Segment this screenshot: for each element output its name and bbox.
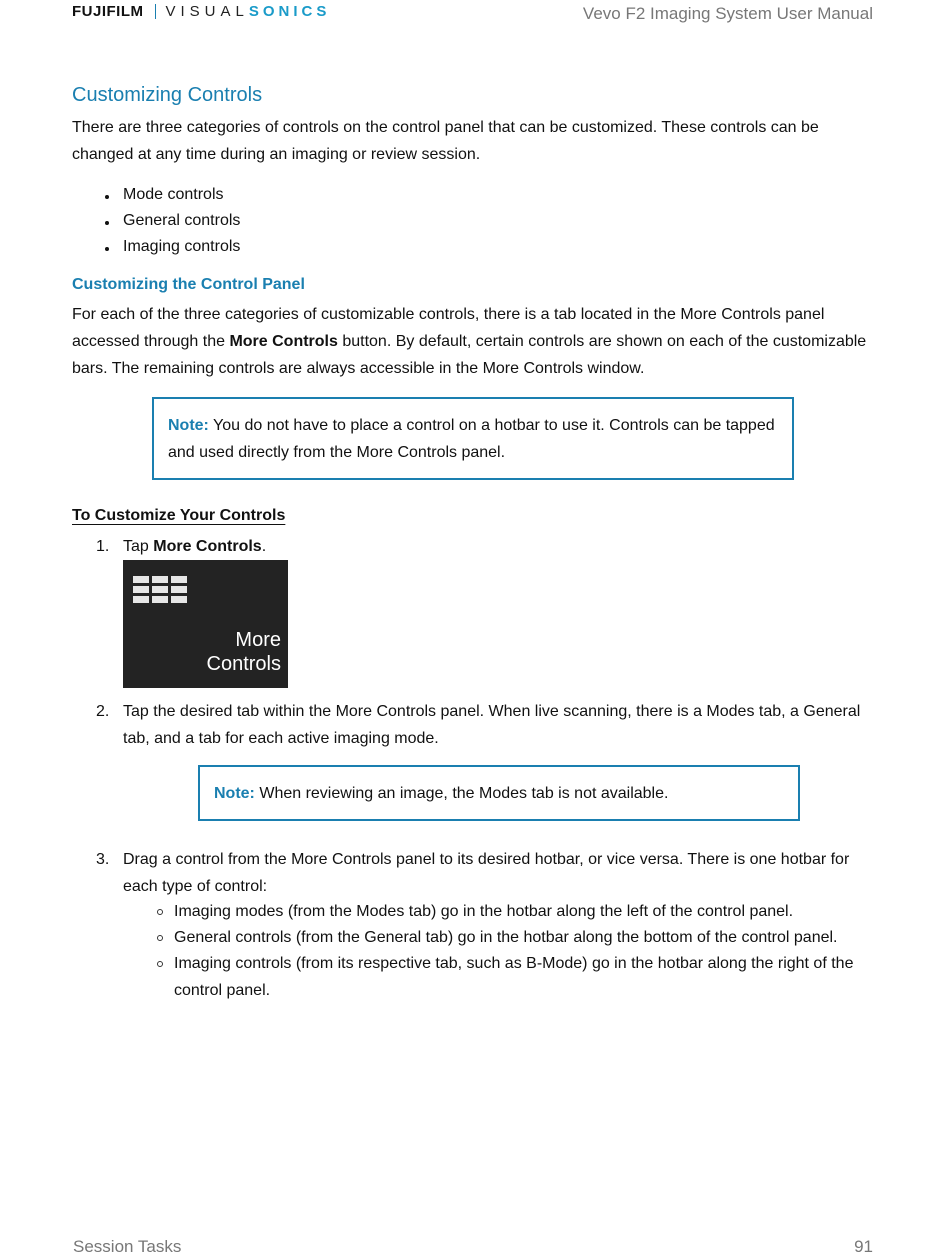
step-text-bold: More Controls [153,538,262,555]
step-text: Drag a control from the More Controls panel to its desired hotbar, or vice versa. There is one hotbar for each type of control: [123,851,850,895]
more-controls-button[interactable] [123,560,288,688]
logo-fujifilm: FUJIFILM [72,3,144,20]
list-item: General controls [72,208,240,234]
fujifilm-visualsonics-logo [72,3,330,20]
page-header [0,0,950,30]
page-number: 91 [854,1237,873,1256]
section-intro: There are three categories of controls on the control panel that can be customized. These controls can be changed at any time during an imaging or review session. [72,119,819,163]
step-text-suffix: . [261,538,267,555]
step-text-prefix: Tap [123,538,154,555]
document-title: Vevo F2 Imaging System User Manual [582,4,873,23]
note-text: You do not have to place a control on a hotbar to use it. Controls can be tapped and used directly from the More Controls panel. [168,417,775,461]
step-number: 2. [96,703,110,720]
step-text: Tap the desired tab within the More Controls panel. When live scanning, there is a Modes tab, a General tab, and a tab for each active imaging mode. [123,703,861,747]
procedure-title: To Customize Your Controls [72,507,286,524]
list-item: Imaging controls (from its respective tab, such as B-Mode) go in the hotbar along the right of the control panel. [174,950,876,1004]
paragraph-text: For each of the three categories of customizable controls, there is a tab located in the More Controls panel accessed through the [72,306,825,350]
note-box [198,765,800,821]
more-controls-label [207,628,281,676]
step-number: 1. [96,538,110,555]
list-item: Mode controls [72,182,240,208]
paragraph-bold: More Controls [229,333,338,350]
footer-section-name: Session Tasks [73,1237,182,1256]
list-item: Imaging controls [72,234,240,260]
subsection-heading: Customizing the Control Panel [72,276,305,293]
logo-divider [155,4,156,19]
more-controls-label-line1: More [235,629,281,651]
note-label: Note: [214,785,255,802]
more-controls-label-line2: Controls [206,653,281,675]
step-number: 3. [96,851,110,868]
note-box [152,397,794,480]
note-label: Note: [168,417,209,434]
section-heading: Customizing Controls [72,84,263,106]
control-categories-list [72,182,240,260]
paragraph-text: button. By default, certain controls are shown on each of the customizable bars. The remaining controls are always accessible in the More Controls window. [72,333,867,377]
grid-icon [133,576,187,603]
logo-visual: VISUAL [165,3,249,20]
subsection-paragraph [72,301,876,382]
logo-sonics: SONICS [248,3,331,20]
list-item: General controls (from the General tab) go in the hotbar along the bottom of the control panel. [174,924,876,951]
note-text: When reviewing an image, the Modes tab is not available. [254,785,669,802]
step-text [123,533,876,560]
list-item: Imaging modes (from the Modes tab) go in the hotbar along the left of the control panel. [174,898,876,925]
